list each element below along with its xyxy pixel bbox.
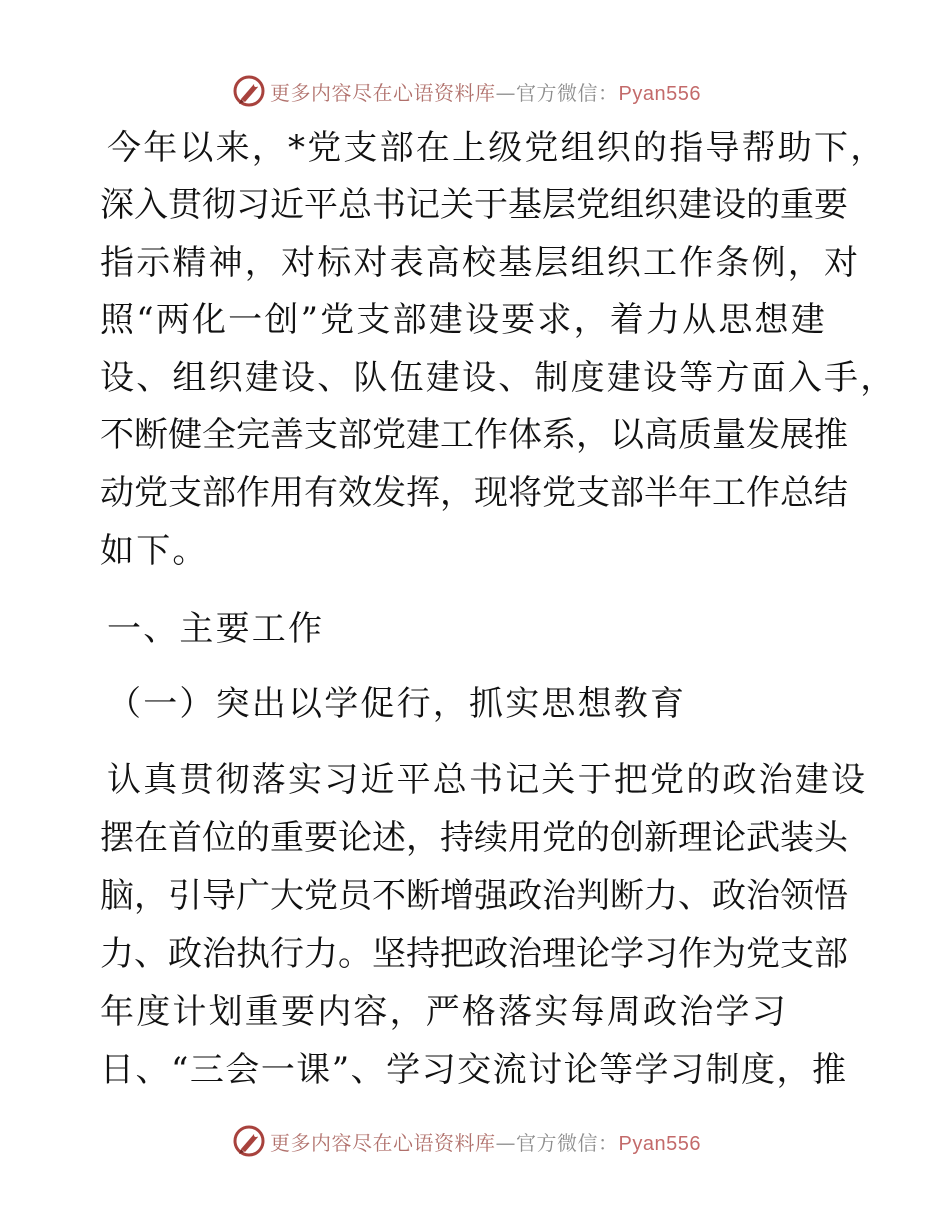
paragraph-line: 不断健全完善支部党建工作体系，以高质量发展推 bbox=[100, 415, 848, 455]
paragraph-line: 力、政治执行力。坚持把政治理论学习作为党支部 bbox=[100, 934, 848, 974]
paragraph-line: 年度计划重要内容，严格落实每周政治学习 bbox=[100, 992, 788, 1032]
pen-logo-icon bbox=[232, 74, 266, 108]
paragraph-line: 认真贯彻落实习近平总书记关于把党的政治建设 bbox=[107, 760, 868, 800]
pen-logo-icon bbox=[232, 1124, 266, 1158]
paragraph-line: 深入贯彻习近平总书记关于基层党组织建设的重要 bbox=[100, 185, 848, 225]
subsection-heading: （一）突出以学促行，抓实思想教育 bbox=[107, 684, 687, 724]
paragraph-line: 设、组织建设、队伍建设、制度建设等方面入手， bbox=[100, 358, 897, 398]
paragraph-line: 日、“三会一课”、学习交流讨论等学习制度，推 bbox=[100, 1050, 846, 1090]
paragraph-line: 今年以来，*党支部在上级党组织的指导帮助下， bbox=[107, 128, 887, 168]
watermark-text: 更多内容尽在心语资料库—官方微信：Pyan556 bbox=[270, 1130, 701, 1155]
paragraph-line: 如下。 bbox=[100, 531, 209, 571]
paragraph-line: 动党支部作用有效发挥，现将党支部半年工作总结 bbox=[100, 473, 848, 513]
paragraph-line: 照“两化一创”党支部建设要求，着力从思想建 bbox=[100, 300, 827, 340]
watermark-text: 更多内容尽在心语资料库—官方微信：Pyan556 bbox=[270, 80, 701, 105]
watermark-banner-top bbox=[232, 71, 701, 111]
paragraph-line: 脑，引导广大党员不断增强政治判断力、政治领悟 bbox=[100, 876, 848, 916]
watermark-banner-bottom bbox=[232, 1121, 701, 1161]
paragraph-line: 摆在首位的重要论述，持续用党的创新理论武装头 bbox=[100, 818, 848, 858]
paragraph-line: 指示精神，对标对表高校基层组织工作条例，对 bbox=[100, 243, 861, 283]
section-heading: 一、主要工作 bbox=[107, 609, 325, 649]
